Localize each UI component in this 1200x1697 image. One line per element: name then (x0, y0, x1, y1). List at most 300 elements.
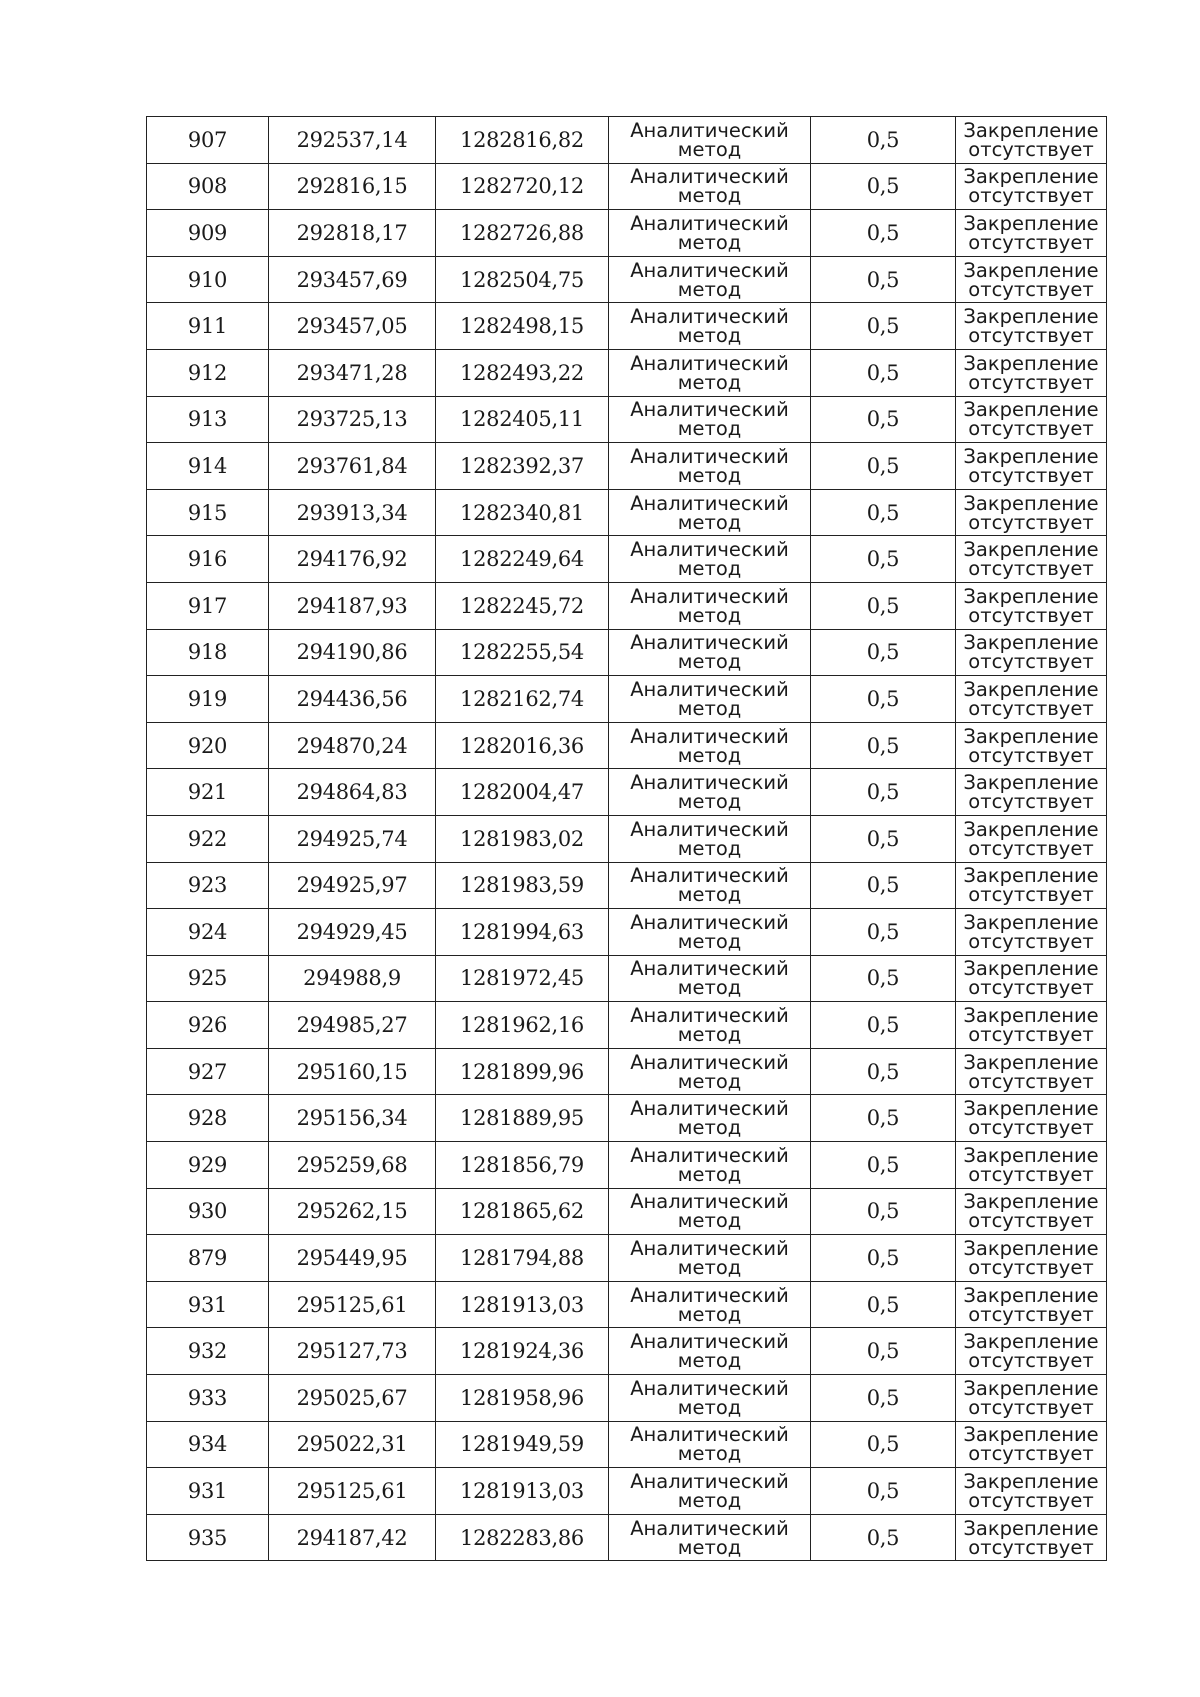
method-cell-line: Аналитический (630, 910, 789, 934)
y-coordinate-cell: 1282255,54 (436, 629, 609, 676)
point-number-cell: 933 (147, 1375, 269, 1422)
method-cell-line: метод (677, 696, 742, 720)
x-coordinate-cell: 292537,14 (269, 117, 436, 164)
method-cell-line: метод (677, 510, 742, 534)
fixing-cell-line: отсутствует (968, 1349, 1094, 1373)
point-number-cell: 909 (147, 210, 269, 257)
method-cell-line: метод (677, 743, 742, 767)
fixing-cell-line: отсутствует (968, 743, 1094, 767)
x-coordinate-cell: 295262,15 (269, 1188, 436, 1235)
method-cell (609, 1235, 811, 1282)
x-coordinate-cell: 295160,15 (269, 1048, 436, 1095)
y-coordinate-cell: 1281899,96 (436, 1048, 609, 1095)
point-number-cell: 908 (147, 163, 269, 210)
fixing-cell-line: отсутствует (968, 696, 1094, 720)
fixing-cell (956, 163, 1107, 210)
y-coordinate-cell: 1281972,45 (436, 955, 609, 1002)
method-cell-line: Аналитический (630, 444, 789, 468)
table-body (147, 117, 1107, 1561)
y-coordinate-cell: 1281856,79 (436, 1142, 609, 1189)
fixing-cell-line: Закрепление (963, 351, 1099, 375)
x-coordinate-cell: 294925,74 (269, 815, 436, 862)
accuracy-cell: 0,5 (811, 1002, 956, 1049)
method-cell (609, 1281, 811, 1328)
table-row (147, 909, 1107, 956)
y-coordinate-cell: 1281924,36 (436, 1328, 609, 1375)
fixing-cell-line: отсутствует (968, 1209, 1094, 1233)
method-cell-line: Аналитический (630, 1283, 789, 1307)
fixing-cell-line: Закрепление (963, 724, 1099, 748)
method-cell (609, 582, 811, 629)
fixing-cell-line: отсутствует (968, 184, 1094, 208)
method-cell-line: метод (677, 1349, 742, 1373)
fixing-cell (956, 1281, 1107, 1328)
accuracy-cell: 0,5 (811, 1468, 956, 1515)
point-number-cell: 912 (147, 349, 269, 396)
table-row (147, 1468, 1107, 1515)
fixing-cell-line: Закрепление (963, 910, 1099, 934)
x-coordinate-cell: 294187,93 (269, 582, 436, 629)
x-coordinate-cell: 294190,86 (269, 629, 436, 676)
fixing-cell-line: отсутствует (968, 417, 1094, 441)
table-row (147, 303, 1107, 350)
point-number-cell: 914 (147, 443, 269, 490)
fixing-cell (956, 1375, 1107, 1422)
accuracy-cell: 0,5 (811, 489, 956, 536)
accuracy-cell: 0,5 (811, 349, 956, 396)
fixing-cell-line: отсутствует (968, 1256, 1094, 1280)
point-number-cell: 921 (147, 769, 269, 816)
point-number-cell: 907 (147, 117, 269, 164)
method-cell-line: Аналитический (630, 118, 789, 142)
method-cell-line: Аналитический (630, 864, 789, 888)
fixing-cell (956, 815, 1107, 862)
accuracy-cell: 0,5 (811, 163, 956, 210)
accuracy-cell: 0,5 (811, 396, 956, 443)
fixing-cell (956, 629, 1107, 676)
y-coordinate-cell: 1281983,59 (436, 862, 609, 909)
method-cell (609, 1002, 811, 1049)
table-row (147, 210, 1107, 257)
method-cell-line: Аналитический (630, 1004, 789, 1028)
method-cell-line: метод (677, 1069, 742, 1093)
fixing-cell-line: отсутствует (968, 463, 1094, 487)
accuracy-cell: 0,5 (811, 1142, 956, 1189)
accuracy-cell: 0,5 (811, 117, 956, 164)
method-cell (609, 303, 811, 350)
method-cell-line: метод (677, 1023, 742, 1047)
fixing-cell-line: Закрепление (963, 631, 1099, 655)
fixing-cell (956, 676, 1107, 723)
y-coordinate-cell: 1282283,86 (436, 1514, 609, 1561)
coordinates-table (146, 116, 1107, 1561)
accuracy-cell: 0,5 (811, 536, 956, 583)
point-number-cell: 928 (147, 1095, 269, 1142)
point-number-cell: 917 (147, 582, 269, 629)
fixing-cell-line: отсутствует (968, 370, 1094, 394)
point-number-cell: 879 (147, 1235, 269, 1282)
fixing-cell (956, 769, 1107, 816)
fixing-cell-line: Закрепление (963, 957, 1099, 981)
x-coordinate-cell: 295127,73 (269, 1328, 436, 1375)
method-cell-line: Аналитический (630, 771, 789, 795)
point-number-cell: 927 (147, 1048, 269, 1095)
y-coordinate-cell: 1281958,96 (436, 1375, 609, 1422)
fixing-cell (956, 443, 1107, 490)
method-cell-line: метод (677, 277, 742, 301)
fixing-cell (956, 1048, 1107, 1095)
method-cell-line: Аналитический (630, 1237, 789, 1261)
fixing-cell-line: отсутствует (968, 137, 1094, 161)
method-cell-line: Аналитический (630, 258, 789, 282)
fixing-cell-line: Закрепление (963, 1376, 1099, 1400)
method-cell (609, 117, 811, 164)
method-cell-line: Аналитический (630, 584, 789, 608)
method-cell-line: метод (677, 929, 742, 953)
accuracy-cell: 0,5 (811, 722, 956, 769)
fixing-cell-line: отсутствует (968, 1535, 1094, 1559)
fixing-cell (956, 909, 1107, 956)
accuracy-cell: 0,5 (811, 955, 956, 1002)
fixing-cell-line: отсутствует (968, 1162, 1094, 1186)
x-coordinate-cell: 292816,15 (269, 163, 436, 210)
point-number-cell: 930 (147, 1188, 269, 1235)
method-cell-line: Аналитический (630, 211, 789, 235)
method-cell (609, 815, 811, 862)
fixing-cell-line: отсутствует (968, 1489, 1094, 1513)
fixing-cell-line: отсутствует (968, 603, 1094, 627)
method-cell (609, 1421, 811, 1468)
fixing-cell-line: Закрепление (963, 1237, 1099, 1261)
method-cell (609, 163, 811, 210)
fixing-cell-line: Закрепление (963, 118, 1099, 142)
table-row (147, 582, 1107, 629)
y-coordinate-cell: 1282004,47 (436, 769, 609, 816)
fixing-cell-line: Закрепление (963, 1050, 1099, 1074)
table-row (147, 629, 1107, 676)
table-row (147, 1048, 1107, 1095)
method-cell-line: Аналитический (630, 1470, 789, 1494)
point-number-cell: 911 (147, 303, 269, 350)
fixing-cell-line: отсутствует (968, 1395, 1094, 1419)
method-cell-line: метод (677, 1302, 742, 1326)
method-cell (609, 536, 811, 583)
accuracy-cell: 0,5 (811, 1235, 956, 1282)
method-cell-line: Аналитический (630, 1423, 789, 1447)
method-cell-line: Аналитический (630, 1050, 789, 1074)
method-cell-line: метод (677, 184, 742, 208)
accuracy-cell: 0,5 (811, 1281, 956, 1328)
x-coordinate-cell: 294187,42 (269, 1514, 436, 1561)
fixing-cell (956, 489, 1107, 536)
fixing-cell-line: Закрепление (963, 817, 1099, 841)
method-cell-line: Аналитический (630, 677, 789, 701)
fixing-cell (956, 256, 1107, 303)
y-coordinate-cell: 1281962,16 (436, 1002, 609, 1049)
fixing-cell-line: Закрепление (963, 211, 1099, 235)
accuracy-cell: 0,5 (811, 862, 956, 909)
fixing-cell-line: Закрепление (963, 444, 1099, 468)
fixing-cell-line: Закрепление (963, 491, 1099, 515)
point-number-cell: 925 (147, 955, 269, 1002)
table-row (147, 1142, 1107, 1189)
accuracy-cell: 0,5 (811, 909, 956, 956)
accuracy-cell: 0,5 (811, 582, 956, 629)
table-row (147, 396, 1107, 443)
y-coordinate-cell: 1281865,62 (436, 1188, 609, 1235)
table-row (147, 1514, 1107, 1561)
point-number-cell: 926 (147, 1002, 269, 1049)
fixing-cell-line: отсутствует (968, 650, 1094, 674)
method-cell-line: метод (677, 1256, 742, 1280)
method-cell-line: Аналитический (630, 491, 789, 515)
method-cell-line: Аналитический (630, 724, 789, 748)
method-cell (609, 1328, 811, 1375)
point-number-cell: 918 (147, 629, 269, 676)
fixing-cell-line: Закрепление (963, 1330, 1099, 1354)
x-coordinate-cell: 294988,9 (269, 955, 436, 1002)
fixing-cell-line: отсутствует (968, 324, 1094, 348)
method-cell-line: метод (677, 790, 742, 814)
x-coordinate-cell: 294870,24 (269, 722, 436, 769)
method-cell-line: Аналитический (630, 631, 789, 655)
fixing-cell (956, 117, 1107, 164)
fixing-cell-line: отсутствует (968, 836, 1094, 860)
fixing-cell-line: Закрепление (963, 1143, 1099, 1167)
method-cell-line: метод (677, 1535, 742, 1559)
method-cell (609, 1142, 811, 1189)
method-cell-line: метод (677, 883, 742, 907)
x-coordinate-cell: 293725,13 (269, 396, 436, 443)
method-cell-line: Аналитический (630, 957, 789, 981)
method-cell (609, 256, 811, 303)
method-cell (609, 210, 811, 257)
accuracy-cell: 0,5 (811, 256, 956, 303)
x-coordinate-cell: 295156,34 (269, 1095, 436, 1142)
y-coordinate-cell: 1282493,22 (436, 349, 609, 396)
fixing-cell-line: Закрепление (963, 538, 1099, 562)
method-cell-line: Аналитический (630, 1376, 789, 1400)
accuracy-cell: 0,5 (811, 1514, 956, 1561)
x-coordinate-cell: 293761,84 (269, 443, 436, 490)
method-cell-line: метод (677, 137, 742, 161)
point-number-cell: 915 (147, 489, 269, 536)
table-row (147, 163, 1107, 210)
x-coordinate-cell: 295025,67 (269, 1375, 436, 1422)
fixing-cell-line: Закрепление (963, 398, 1099, 422)
x-coordinate-cell: 295022,31 (269, 1421, 436, 1468)
point-number-cell: 934 (147, 1421, 269, 1468)
point-number-cell: 935 (147, 1514, 269, 1561)
fixing-cell-line: отсутствует (968, 277, 1094, 301)
table-row (147, 862, 1107, 909)
method-cell-line: метод (677, 1395, 742, 1419)
method-cell-line: метод (677, 1162, 742, 1186)
point-number-cell: 929 (147, 1142, 269, 1189)
point-number-cell: 919 (147, 676, 269, 723)
method-cell-line: Аналитический (630, 305, 789, 329)
y-coordinate-cell: 1282720,12 (436, 163, 609, 210)
method-cell-line: метод (677, 370, 742, 394)
table-row (147, 489, 1107, 536)
point-number-cell: 924 (147, 909, 269, 956)
method-cell (609, 862, 811, 909)
fixing-cell-line: Закрепление (963, 1190, 1099, 1214)
accuracy-cell: 0,5 (811, 815, 956, 862)
point-number-cell: 932 (147, 1328, 269, 1375)
method-cell (609, 769, 811, 816)
y-coordinate-cell: 1282340,81 (436, 489, 609, 536)
y-coordinate-cell: 1281949,59 (436, 1421, 609, 1468)
fixing-cell (956, 1514, 1107, 1561)
method-cell-line: метод (677, 603, 742, 627)
x-coordinate-cell: 294176,92 (269, 536, 436, 583)
table-row (147, 1375, 1107, 1422)
method-cell-line: метод (677, 650, 742, 674)
method-cell-line: метод (677, 836, 742, 860)
fixing-cell-line: Закрепление (963, 677, 1099, 701)
method-cell-line: Аналитический (630, 1143, 789, 1167)
y-coordinate-cell: 1282016,36 (436, 722, 609, 769)
table-row (147, 1188, 1107, 1235)
x-coordinate-cell: 293457,05 (269, 303, 436, 350)
method-cell-line: метод (677, 976, 742, 1000)
method-cell (609, 349, 811, 396)
y-coordinate-cell: 1281994,63 (436, 909, 609, 956)
point-number-cell: 916 (147, 536, 269, 583)
accuracy-cell: 0,5 (811, 1375, 956, 1422)
table-row (147, 676, 1107, 723)
fixing-cell-line: отсутствует (968, 976, 1094, 1000)
fixing-cell (956, 396, 1107, 443)
x-coordinate-cell: 293457,69 (269, 256, 436, 303)
fixing-cell-line: Закрепление (963, 258, 1099, 282)
method-cell-line: метод (677, 1489, 742, 1513)
fixing-cell (956, 1142, 1107, 1189)
method-cell (609, 1375, 811, 1422)
table-row (147, 1328, 1107, 1375)
method-cell (609, 955, 811, 1002)
fixing-cell (956, 1235, 1107, 1282)
method-cell-line: Аналитический (630, 165, 789, 189)
point-number-cell: 920 (147, 722, 269, 769)
fixing-cell-line: отсутствует (968, 1442, 1094, 1466)
x-coordinate-cell: 293471,28 (269, 349, 436, 396)
accuracy-cell: 0,5 (811, 676, 956, 723)
x-coordinate-cell: 295259,68 (269, 1142, 436, 1189)
fixing-cell-line: Закрепление (963, 1283, 1099, 1307)
method-cell-line: метод (677, 1116, 742, 1140)
method-cell-line: метод (677, 230, 742, 254)
fixing-cell-line: Закрепление (963, 1097, 1099, 1121)
accuracy-cell: 0,5 (811, 769, 956, 816)
x-coordinate-cell: 295125,61 (269, 1281, 436, 1328)
x-coordinate-cell: 295125,61 (269, 1468, 436, 1515)
table-row (147, 1421, 1107, 1468)
accuracy-cell: 0,5 (811, 1048, 956, 1095)
x-coordinate-cell: 293913,34 (269, 489, 436, 536)
point-number-cell: 922 (147, 815, 269, 862)
fixing-cell-line: Закрепление (963, 1470, 1099, 1494)
fixing-cell (956, 582, 1107, 629)
method-cell (609, 396, 811, 443)
table-row (147, 256, 1107, 303)
method-cell-line: метод (677, 417, 742, 441)
fixing-cell (956, 955, 1107, 1002)
method-cell-line: Аналитический (630, 1190, 789, 1214)
accuracy-cell: 0,5 (811, 1421, 956, 1468)
fixing-cell (956, 210, 1107, 257)
fixing-cell (956, 1095, 1107, 1142)
method-cell (609, 629, 811, 676)
method-cell (609, 443, 811, 490)
fixing-cell (956, 1002, 1107, 1049)
method-cell-line: Аналитический (630, 351, 789, 375)
fixing-cell (956, 1421, 1107, 1468)
fixing-cell (956, 1188, 1107, 1235)
method-cell (609, 1188, 811, 1235)
y-coordinate-cell: 1281913,03 (436, 1468, 609, 1515)
fixing-cell-line: отсутствует (968, 510, 1094, 534)
fixing-cell-line: Закрепление (963, 1004, 1099, 1028)
x-coordinate-cell: 294864,83 (269, 769, 436, 816)
y-coordinate-cell: 1282245,72 (436, 582, 609, 629)
y-coordinate-cell: 1282816,82 (436, 117, 609, 164)
method-cell-line: Аналитический (630, 398, 789, 422)
x-coordinate-cell: 294436,56 (269, 676, 436, 723)
fixing-cell (956, 722, 1107, 769)
table-row (147, 1095, 1107, 1142)
method-cell-line: метод (677, 557, 742, 581)
table-row (147, 1281, 1107, 1328)
y-coordinate-cell: 1282504,75 (436, 256, 609, 303)
fixing-cell-line: отсутствует (968, 1302, 1094, 1326)
y-coordinate-cell: 1281983,02 (436, 815, 609, 862)
fixing-cell-line: Закрепление (963, 305, 1099, 329)
y-coordinate-cell: 1281794,88 (436, 1235, 609, 1282)
method-cell (609, 1514, 811, 1561)
method-cell (609, 1468, 811, 1515)
fixing-cell-line: Закрепление (963, 584, 1099, 608)
x-coordinate-cell: 292818,17 (269, 210, 436, 257)
fixing-cell (956, 536, 1107, 583)
table-row (147, 769, 1107, 816)
method-cell-line: метод (677, 1209, 742, 1233)
table-row (147, 443, 1107, 490)
table-row (147, 722, 1107, 769)
table-row (147, 1235, 1107, 1282)
method-cell-line: метод (677, 463, 742, 487)
method-cell-line: метод (677, 324, 742, 348)
fixing-cell-line: Закрепление (963, 771, 1099, 795)
y-coordinate-cell: 1281913,03 (436, 1281, 609, 1328)
fixing-cell (956, 1328, 1107, 1375)
fixing-cell-line: отсутствует (968, 883, 1094, 907)
method-cell-line: Аналитический (630, 538, 789, 562)
x-coordinate-cell: 294925,97 (269, 862, 436, 909)
fixing-cell-line: Закрепление (963, 165, 1099, 189)
y-coordinate-cell: 1282405,11 (436, 396, 609, 443)
fixing-cell (956, 303, 1107, 350)
y-coordinate-cell: 1282162,74 (436, 676, 609, 723)
method-cell-line: Аналитический (630, 817, 789, 841)
method-cell (609, 489, 811, 536)
fixing-cell-line: отсутствует (968, 230, 1094, 254)
x-coordinate-cell: 295449,95 (269, 1235, 436, 1282)
table-row (147, 815, 1107, 862)
table-row (147, 955, 1107, 1002)
table-row (147, 536, 1107, 583)
